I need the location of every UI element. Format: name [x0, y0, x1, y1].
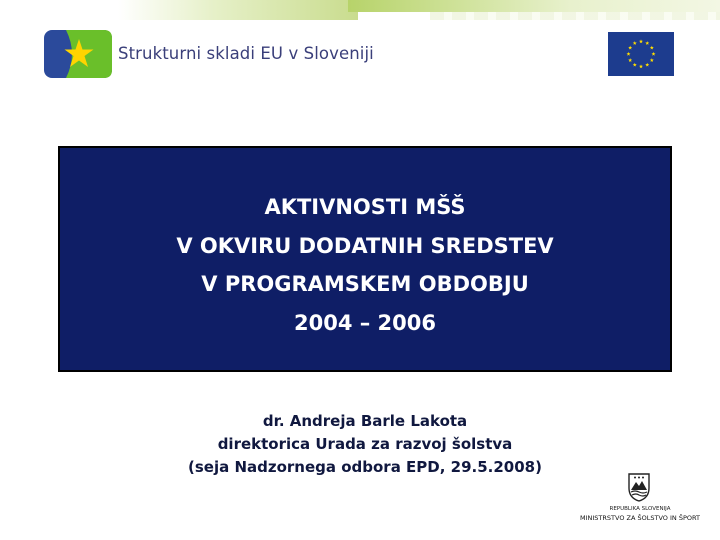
- star-logo-icon: [44, 30, 112, 78]
- logo-text: Strukturni skladi EU v Sloveniji: [118, 44, 374, 63]
- eu-star-icon: [633, 63, 637, 67]
- eu-flag-icon: [608, 32, 674, 76]
- eu-star-icon: [639, 64, 643, 68]
- eu-star-icon: [639, 39, 643, 43]
- eu-star-icon: [633, 41, 637, 45]
- eu-star-icon: [652, 52, 656, 56]
- presenter-info: [0, 410, 720, 479]
- eu-star-icon: [628, 58, 632, 62]
- presentation-title: [60, 188, 670, 342]
- title-line: V OKVIRU DODATNIH SREDSTEV: [176, 233, 554, 258]
- presenter-name: dr. Andreja Barle Lakota: [262, 412, 468, 430]
- eu-star-icon: [645, 63, 649, 67]
- eu-star-icon: [627, 52, 631, 56]
- eu-star-icon: [650, 46, 654, 50]
- coat-of-arms-icon: [627, 472, 651, 502]
- eu-star-icon: [650, 58, 654, 62]
- presenter-role: direktorica Urada za razvoj šolstva: [217, 435, 513, 453]
- title-box: [58, 146, 672, 372]
- title-line: 2004 – 2006: [293, 310, 437, 335]
- eu-star-icon: [645, 41, 649, 45]
- republic-label: REPUBLIKA SLOVENIJA: [609, 506, 671, 512]
- eu-star-icon: [628, 46, 632, 50]
- title-line: AKTIVNOSTI MŠŠ: [264, 195, 466, 219]
- decorative-top-band: [0, 0, 720, 22]
- ministry-logo: [576, 472, 704, 528]
- title-line: V PROGRAMSKEM OBDOBJU: [201, 272, 529, 296]
- presentation-occasion: (seja Nadzornega odbora EPD, 29.5.2008): [188, 458, 542, 476]
- ministry-label: MINISTRSTVO ZA ŠOLSTVO IN ŠPORT: [580, 514, 700, 522]
